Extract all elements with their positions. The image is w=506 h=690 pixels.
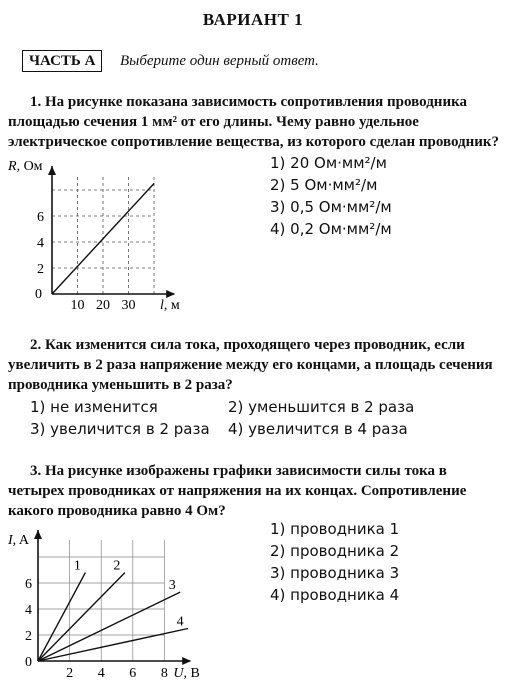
q1-option-3[interactable]: 3) 0,5 Ом·мм²/м (270, 198, 392, 216)
x-axis-arrow (182, 657, 191, 665)
x-tick-label: 6 (129, 666, 137, 681)
x-tick-label: 10 (70, 298, 85, 313)
question-2-text: 2. Как изменится сила тока, проходящего через проводник, если увеличить в 2 раза напряжение между его концами, а площадь сечения проводника уменьшить в 2 раза? (8, 337, 493, 393)
resistance-line (52, 184, 154, 295)
x-tick-label: 20 (96, 298, 110, 313)
variant-title: ВАРИАНТ 1 (202, 10, 304, 29)
current-line-2 (38, 573, 125, 661)
q1-option-2[interactable]: 2) 5 Ом·мм²/м (270, 176, 378, 194)
y-tick-label: 4 (25, 603, 32, 618)
line-label-2: 2 (113, 558, 121, 574)
question-1-text: 1. На рисунке показана зависимость сопротивления проводника площадью сечения 1 мм² от его длины. Чему равно удельное электрическое сопротивление вещества, из которого сделан проводник? (8, 94, 500, 150)
line-label-4: 4 (176, 614, 184, 630)
origin-label: 0 (35, 287, 42, 302)
x-tick-label: 4 (97, 666, 105, 681)
q1-option-1[interactable]: 1) 20 Ом·мм²/м (270, 154, 387, 172)
x-axis-arrow (166, 290, 175, 298)
q2-option-4[interactable]: 4) увеличится в 4 раза (228, 420, 408, 438)
q3-graph (4, 526, 200, 686)
y-tick-label: 2 (25, 629, 32, 644)
part-instruction: Выберите один верный ответ. (120, 53, 319, 69)
y-axis-arrow (34, 530, 42, 539)
line-label-3: 3 (168, 578, 176, 594)
part-label: ЧАСТЬ А (22, 50, 102, 72)
y-axis-label: I, A (8, 533, 30, 548)
y-tick-label: 6 (37, 210, 44, 225)
x-tick-label: 30 (121, 298, 136, 313)
y-tick-label: 2 (37, 262, 44, 277)
q3-option-4[interactable]: 4) проводника 4 (270, 586, 400, 604)
y-tick-label: 6 (25, 577, 32, 592)
y-axis-arrow (48, 166, 56, 175)
q1-option-4[interactable]: 4) 0,2 Ом·мм²/м (270, 220, 392, 238)
origin-label: 0 (25, 655, 32, 670)
current-line-4 (38, 629, 188, 662)
q1-graph (6, 156, 216, 314)
question-3-text: 3. На рисунке изображены графики зависимости силы тока в четырех проводниках от напряжения на их концах. Сопротивление какого проводника равно 4 Ом? (8, 463, 467, 519)
q2-option-1[interactable]: 1) не изменится (30, 398, 158, 416)
x-tick-label: 2 (66, 666, 74, 681)
current-line-3 (38, 592, 180, 661)
x-tick-label: 8 (160, 666, 168, 681)
current-line-1 (38, 573, 85, 661)
q3-option-3[interactable]: 3) проводника 3 (270, 564, 400, 582)
question-1-options (270, 152, 392, 240)
x-axis-label: l, м (160, 298, 180, 313)
line-label-1: 1 (73, 558, 81, 574)
x-axis-label: U, B (173, 666, 200, 681)
y-tick-label: 4 (37, 236, 44, 251)
q3-option-1[interactable]: 1) проводника 1 (270, 520, 400, 538)
question-3-options (270, 518, 399, 606)
q2-option-2[interactable]: 2) уменьшится в 2 раза (228, 398, 415, 416)
q2-option-3[interactable]: 3) увеличится в 2 раза (30, 420, 210, 438)
q3-option-2[interactable]: 2) проводника 2 (270, 542, 400, 560)
y-axis-label: R, Ом (8, 159, 43, 174)
